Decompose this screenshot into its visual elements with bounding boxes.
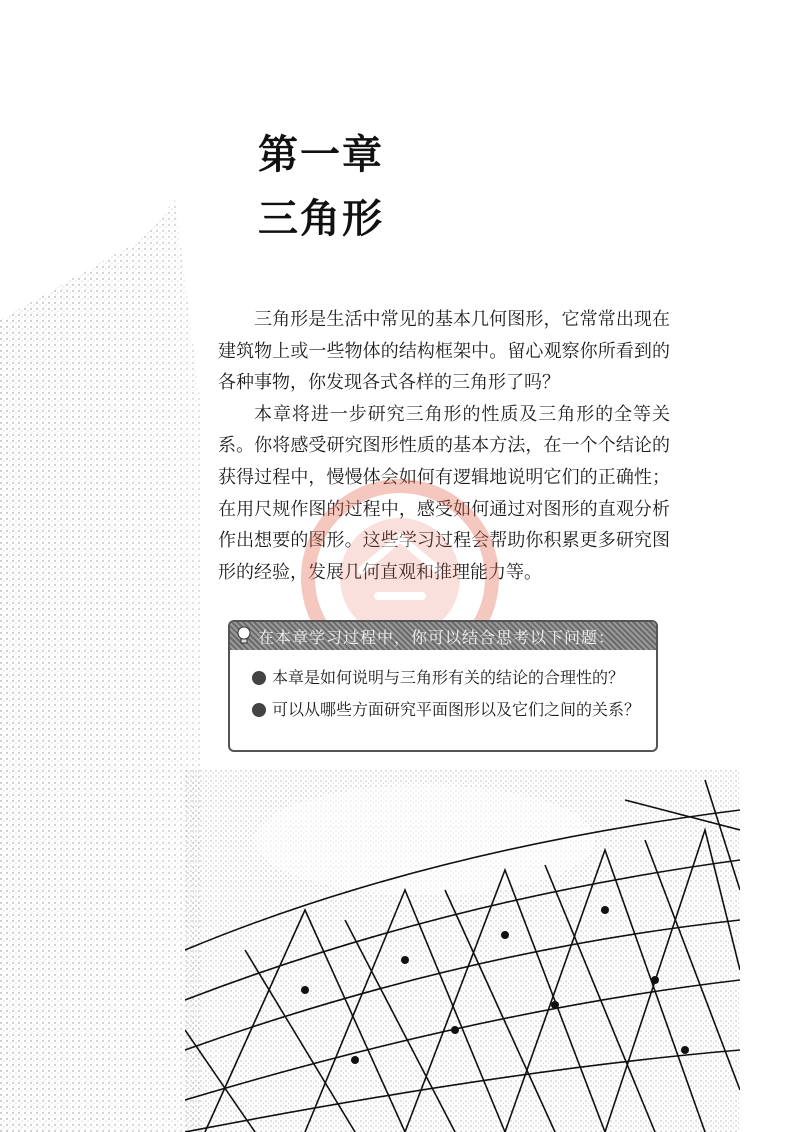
think-question-item bbox=[252, 694, 656, 726]
think-question-list bbox=[230, 650, 656, 726]
think-box-header bbox=[230, 622, 656, 650]
left-stipple-decoration bbox=[0, 200, 200, 1132]
think-question-text: 本章是如何说明与三角形有关的结论的合理性的？ bbox=[272, 668, 625, 687]
think-box-header-text: 在本章学习过程中，你可以结合思考以下问题： bbox=[258, 627, 616, 647]
bullet-icon bbox=[252, 703, 266, 717]
lightbulb-icon bbox=[236, 626, 252, 646]
think-box bbox=[228, 620, 658, 752]
think-question-item bbox=[252, 662, 656, 694]
chapter-introduction bbox=[218, 304, 670, 588]
bullet-icon bbox=[252, 671, 266, 685]
think-question-text: 可以从哪些方面研究平面图形以及它们之间的关系？ bbox=[272, 700, 641, 719]
truss-dome-photo bbox=[185, 770, 740, 1132]
chapter-title: 三角形 bbox=[258, 195, 384, 242]
intro-paragraph-2: 本章将进一步研究三角形的性质及三角形的全等关系。你将感受研究图形性质的基本方法，在一个个结论的获得过程中，慢慢体会如何有逻辑地说明它们的正确性；在用尺规作图的过程中，感受如何通过对图形的直观分析作出想要的图形。这些学习过程会帮助你积累更多研究图形的经验，发展几何直观和推理能力等。 bbox=[218, 403, 670, 583]
intro-paragraph-1: 三角形是生活中常见的基本几何图形，它常常出现在建筑物上或一些物体的结构框架中。留心观察你所看到的各种事物，你发现各式各样的三角形了吗？ bbox=[218, 309, 670, 394]
chapter-number: 第一章 bbox=[258, 131, 384, 178]
